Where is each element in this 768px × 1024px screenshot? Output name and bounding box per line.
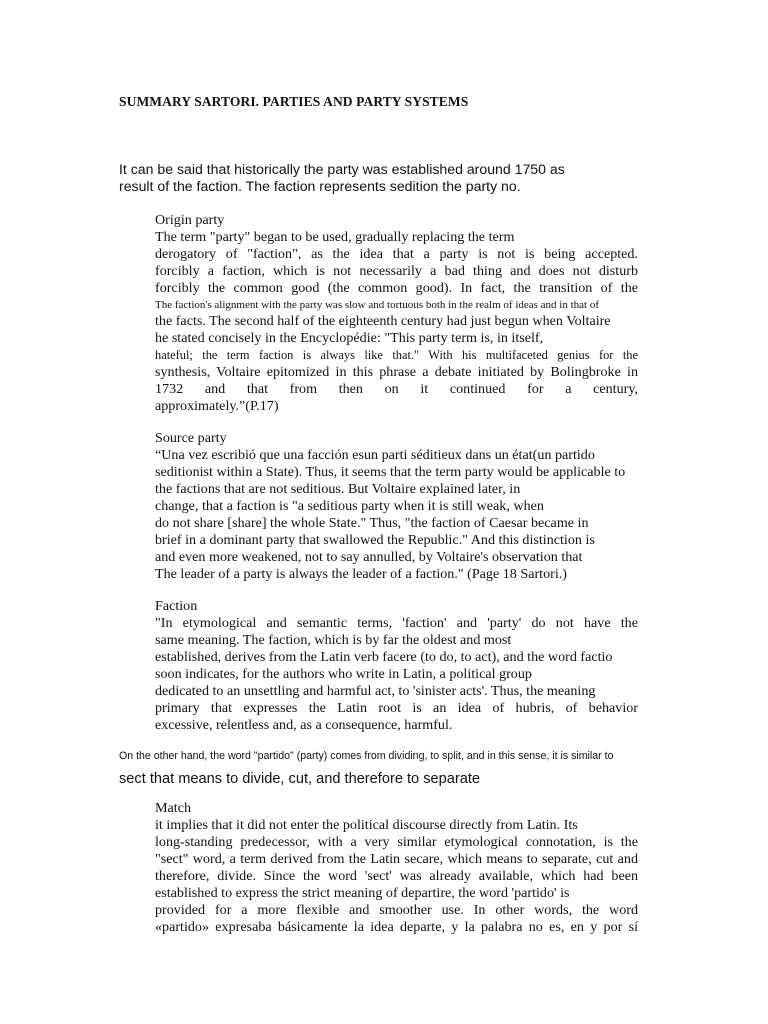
- paragraph-line: The term "party" began to be used, gradually replacing the term: [155, 229, 515, 245]
- paragraph-line: synthesis, Voltaire epitomized in this phrase a debate initiated by Bolingbroke in: [155, 364, 638, 380]
- paragraph-line: established to express the strict meaning of departire, the word 'partido' is: [155, 885, 570, 901]
- section-heading: Source party: [155, 430, 227, 446]
- document-title: SUMMARY SARTORI. PARTIES AND PARTY SYSTEMS: [119, 94, 469, 109]
- paragraph-line: he stated concisely in the Encyclopédie: "This party term is, in itself,: [155, 330, 544, 346]
- section-heading: Match: [155, 800, 192, 816]
- intro-line: It can be said that historically the party was established around 1750 as: [119, 161, 565, 177]
- paragraph-line: long-standing predecessor, with a very similar etymological connotation, is the: [155, 834, 638, 850]
- paragraph-line: the facts. The second half of the eighteenth century had just begun when Voltaire: [155, 313, 611, 329]
- paragraph-line: forcibly a faction, which is not necessarily a bad thing and does not disturb: [155, 263, 638, 279]
- section-match: [155, 800, 638, 936]
- intro-paragraph: [119, 161, 639, 195]
- paragraph-line: do not share [share] the whole State." Thus, "the faction of Caesar became in: [155, 515, 589, 531]
- section-heading: Faction: [155, 598, 198, 614]
- paragraph-line: dedicated to an unsettling and harmful act, to 'sinister acts'. Thus, the meaning: [155, 683, 596, 699]
- paragraph-line: "sect" word, a term derived from the Latin secare, which means to separate, cut and: [155, 851, 638, 867]
- paragraph-line: established, derives from the Latin verb facere (to do, to act), and the word factio: [155, 649, 613, 665]
- paragraph-line: same meaning. The faction, which is by far the oldest and most: [155, 632, 512, 648]
- paragraph-line: 1732 and that from then on it continued for a century,: [155, 381, 638, 397]
- paragraph-line: approximately.”(P.17): [155, 398, 279, 414]
- paragraph-line: it implies that it did not enter the political discourse directly from Latin. Its: [155, 817, 578, 833]
- paragraph-line: derogatory of "faction", as the idea that a party is not is being accepted.: [155, 246, 638, 262]
- paragraph-line: excessive, relentless and, as a consequence, harmful.: [155, 717, 453, 733]
- paragraph-line: primary that expresses the Latin root is an idea of hubris, of behavior: [155, 700, 638, 716]
- paragraph-line: brief in a dominant party that swallowed the Republic." And this distinction is: [155, 532, 595, 548]
- paragraph-line: therefore, divide. Since the word 'sect' was already available, which had been: [155, 868, 638, 884]
- note-paragraph: [119, 749, 659, 788]
- section-heading: Origin party: [155, 212, 225, 228]
- section-faction: [155, 598, 638, 734]
- note-line: sect that means to divide, cut, and therefore to separate: [119, 771, 481, 787]
- paragraph-line: The leader of a party is always the leader of a faction." (Page 18 Sartori.): [155, 566, 567, 582]
- paragraph-line: "In etymological and semantic terms, 'faction' and 'party' do not have the: [155, 615, 638, 631]
- paragraph-line: the factions that are not seditious. But Voltaire explained later, in: [155, 481, 521, 497]
- paragraph-line: «partido» expresaba básicamente la idea departe, y la palabra no es, en y por sí: [155, 919, 638, 935]
- paragraph-line: “Una vez escribió que una facción esun parti séditieux dans un état(un partido: [155, 447, 595, 463]
- intro-line: result of the faction. The faction represents sedition the party no.: [119, 178, 521, 194]
- note-line: On the other hand, the word "partido" (party) comes from dividing, to split, and in this sense, it is similar to: [119, 750, 614, 762]
- paragraph-line: forcibly the common good (the common good). In fact, the transition of the: [155, 280, 638, 296]
- paragraph-line: hateful; the term faction is always like that." With his multifaceted genius for the: [155, 348, 638, 362]
- section-origin-party: [155, 212, 638, 415]
- paragraph-line: seditionist within a State). Thus, it seems that the term party would be applicable to: [155, 464, 626, 480]
- paragraph-line: and even more weakened, not to say annulled, by Voltaire's observation that: [155, 549, 583, 565]
- paragraph-line: provided for a more flexible and smoother use. In other words, the word: [155, 902, 638, 918]
- paragraph-line: The faction's alignment with the party was slow and tortuous both in the realm of ideas and in that of: [155, 299, 600, 311]
- section-source-party: [155, 430, 638, 583]
- paragraph-line: soon indicates, for the authors who write in Latin, a political group: [155, 666, 532, 682]
- paragraph-line: change, that a faction is "a seditious party when it is still weak, when: [155, 498, 544, 514]
